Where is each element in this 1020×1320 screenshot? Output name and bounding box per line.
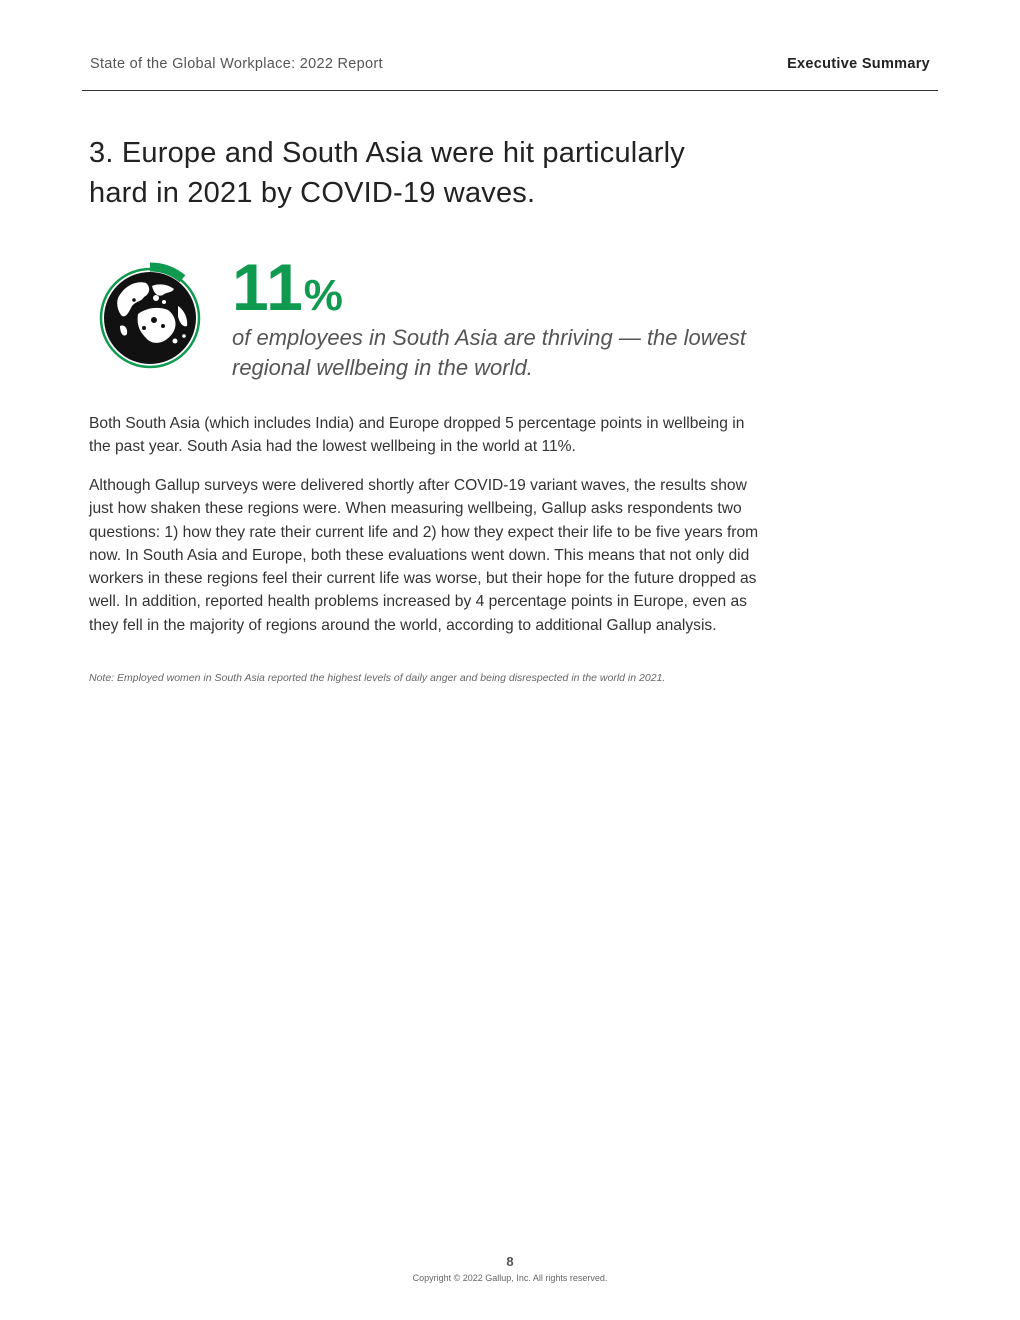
page-number: 8 [506, 1254, 514, 1269]
section-title: 3. Europe and South Asia were hit particularly hard in 2021 by COVID-19 waves. [89, 137, 685, 209]
stat-number: 11 [232, 250, 304, 324]
section-label: Executive Summary [787, 56, 930, 72]
body-paragraph: Although Gallup surveys were delivered shortly after COVID-19 variant waves, the results show just how shaken these regions were. When measuring wellbeing, Gallup asks respondents two questions: 1) how they rate their current life and 2) how they expect their life to be five years from now. In South Asia and Europe, both these evaluations went down. This means that not only did workers in these regions feel their current life was worse, but their hope for the future dropped as well. In addition, reported health problems increased by 4 percentage points in Europe, even as they fell in the majority of regions around the world, according to additional Gallup analysis. [89, 477, 759, 634]
report-title: State of the Global Workplace: 2022 Report [90, 56, 383, 72]
globe-icon [96, 256, 206, 372]
stat-caption: of employees in South Asia are thriving — the lowest regional wellbeing in the world. [232, 325, 747, 380]
stat-percent-sign: % [303, 271, 343, 320]
body-paragraph: Both South Asia (which includes India) and Europe dropped 5 percentage points in wellbeing in the past year. South Asia had the lowest wellbeing in the world at 11%. [89, 415, 745, 456]
stat-value [232, 248, 343, 326]
page-header [82, 0, 938, 91]
footnote: Note: Employed women in South Asia reported the highest levels of daily anger and being disrespected in the world in 2021. [89, 672, 666, 684]
copyright: Copyright © 2022 Gallup, Inc. All rights reserved. [412, 1273, 608, 1283]
